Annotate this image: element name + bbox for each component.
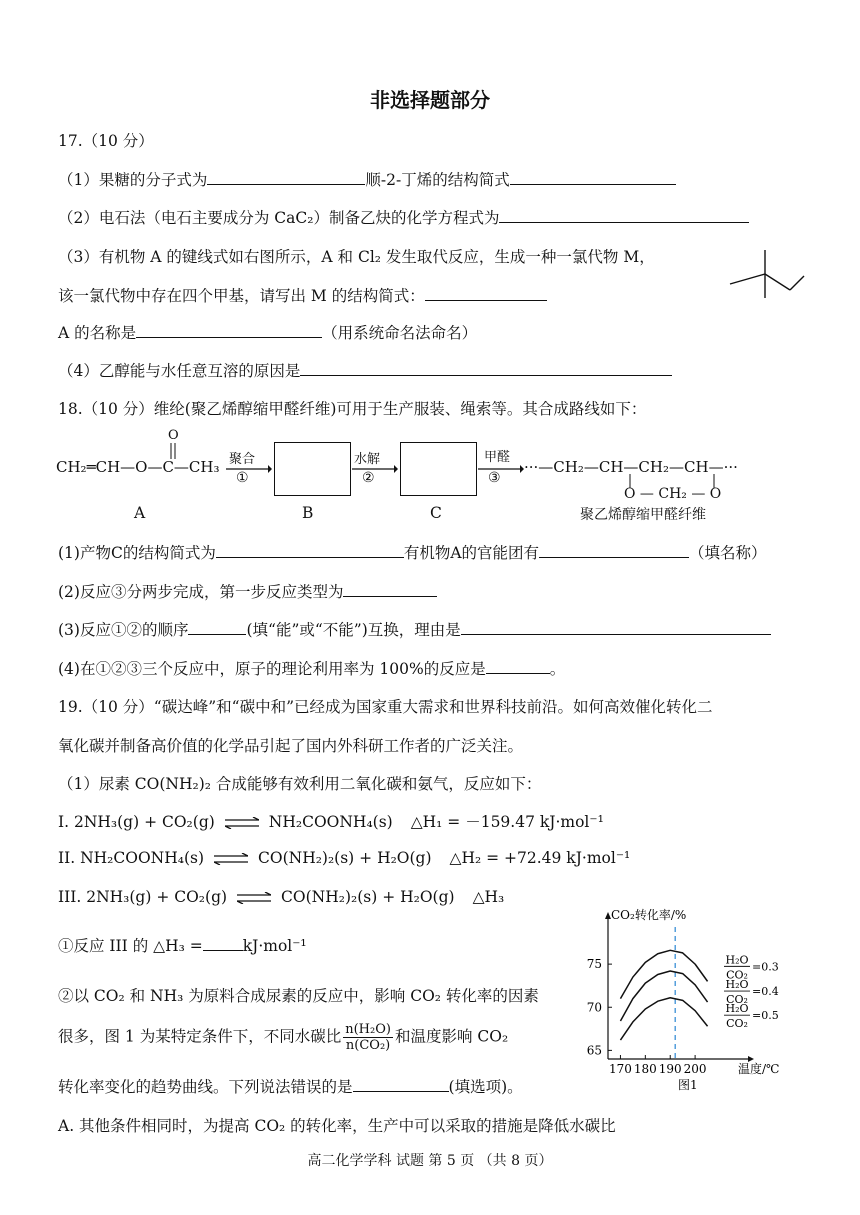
q17-part3b xyxy=(58,284,547,306)
box-c[interactable] xyxy=(400,442,477,496)
q18-part2 xyxy=(58,580,437,602)
co2-conversion-chart xyxy=(580,905,820,1095)
label-a: A xyxy=(134,504,146,522)
q19-header2: 氧化碳并制备高价值的化学品引起了国内外科研工作者的广泛关注。 xyxy=(58,737,524,755)
box-b[interactable] xyxy=(274,442,351,496)
equation-2 xyxy=(58,849,630,867)
legend-ratio: =0.3 xyxy=(752,960,779,974)
q17-p3c: A 的名称是 xyxy=(58,324,137,342)
step3-label: 甲醛 xyxy=(484,450,511,465)
eq1-right: NH₂COONH₄(s) xyxy=(268,813,393,831)
q18-p1b: 有机物A的官能团有 xyxy=(403,544,540,562)
legend-ratio: =0.5 xyxy=(752,1009,779,1023)
q17-p4: （4）乙醇能与水任意互溶的原因是 xyxy=(58,362,301,380)
series-line-3 xyxy=(620,998,707,1040)
label-b: B xyxy=(302,504,314,522)
series-line-2 xyxy=(620,971,707,1021)
q17-p2: （2）电石法（电石主要成分为 CaC₂）制备乙炔的化学方程式为 xyxy=(58,209,500,227)
q17-part3c xyxy=(58,321,477,343)
q19-s2b-line xyxy=(58,1022,508,1053)
q17-part2 xyxy=(58,206,749,228)
skeletal-formula-a xyxy=(720,240,820,310)
answer-blank[interactable] xyxy=(486,657,550,674)
q17-p3b: 该一氯代物中存在四个甲基，请写出 M 的结构简式： xyxy=(58,287,425,305)
label-c: C xyxy=(430,504,442,522)
q19-s2e: (填选项)。 xyxy=(448,1078,523,1096)
q18-p3b: (填“能”或“不能”)互换，理由是 xyxy=(246,621,461,639)
q18-part4 xyxy=(58,657,565,679)
step3-number: ③ xyxy=(488,470,501,486)
y-tick-label: 70 xyxy=(586,1000,602,1015)
y-axis-label: CO₂转化率/% xyxy=(611,908,687,922)
step2-label: 水解 xyxy=(354,452,381,467)
answer-blank[interactable] xyxy=(353,1075,449,1092)
eq3-right: CO(NH₂)₂(s) + H₂O(g) xyxy=(281,888,455,906)
answer-blank[interactable] xyxy=(499,206,749,223)
eq1-left: I. 2NH₃(g) + CO₂(g) xyxy=(58,813,215,831)
answer-blank[interactable] xyxy=(425,284,547,301)
q17-p1b: 顺-2-丁烯的结构简式 xyxy=(365,171,510,189)
eq1-dh: △H₁ = －159.47 kJ·mol⁻¹ xyxy=(410,813,604,831)
x-tick-label: 190 xyxy=(658,1062,682,1076)
q19-header: 19.（10 分）“碳达峰”和“碳中和”已经成为国家重大需求和世界科技前沿。如何高效催化转化二 xyxy=(58,698,713,716)
q17-header: 17.（10 分） xyxy=(58,132,154,150)
q18-p4a: (4)在①②③三个反应中，原子的理论利用率为 100%的反应是 xyxy=(58,660,486,678)
reactant-a: CH₂═CH—O—C—CH₃ xyxy=(56,458,220,476)
answer-blank[interactable] xyxy=(188,618,246,635)
legend-frac-den: CO₂ xyxy=(726,1017,748,1031)
q17-part4 xyxy=(58,359,672,381)
q18-part3 xyxy=(58,618,771,640)
q18-p3a: (3)反应①②的顺序 xyxy=(58,621,189,639)
answer-blank[interactable] xyxy=(539,541,689,558)
answer-blank[interactable] xyxy=(203,934,243,951)
y-tick-label: 75 xyxy=(586,957,602,972)
x-tick-label: 200 xyxy=(683,1062,707,1076)
frac-num: n(H₂O) xyxy=(345,1022,391,1037)
legend-frac-den: CO₂ xyxy=(726,993,748,1007)
page-title: 非选择题部分 xyxy=(370,88,490,112)
legend-frac-num: H₂O xyxy=(725,1002,749,1016)
answer-blank[interactable] xyxy=(510,168,676,185)
legend-ratio: =0.4 xyxy=(752,985,779,999)
q19-s1a: ①反应 III 的 △H₃ = xyxy=(58,937,203,955)
q19-s2c: 和温度影响 CO₂ xyxy=(394,1027,509,1046)
q18-p1c: （填名称） xyxy=(689,544,767,562)
q18-p1a: (1)产物C的结构简式为 xyxy=(58,544,216,562)
legend-frac-num: H₂O xyxy=(725,978,749,992)
equilibrium-arrow-icon xyxy=(225,817,259,829)
q18-p4b: 。 xyxy=(549,660,566,678)
q17-p1a: （1）果糖的分子式为 xyxy=(58,171,208,189)
arrow-icon xyxy=(226,464,272,474)
arrow-icon xyxy=(352,464,398,474)
product-chain: ···—CH₂—CH—CH₂—CH—··· xyxy=(524,458,738,476)
arrow-icon xyxy=(478,464,524,474)
step1-label: 聚合 xyxy=(229,452,256,467)
eq3-left: III. 2NH₃(g) + CO₂(g) xyxy=(58,888,228,906)
q19-option-a: A. 其他条件相同时，为提高 CO₂ 的转化率，生产中可以采取的措施是降低水碳比 xyxy=(58,1117,616,1135)
y-tick-label: 65 xyxy=(586,1043,602,1058)
product-ring: O — CH₂ — O xyxy=(624,486,722,502)
q19-s2d: 转化率变化的趋势曲线。下列说法错误的是 xyxy=(58,1078,353,1096)
legend-frac-num: H₂O xyxy=(725,953,749,967)
q19-s1 xyxy=(58,934,307,956)
q19-s1b: kJ·mol⁻¹ xyxy=(242,937,307,955)
equation-3 xyxy=(58,888,504,906)
q19-s2a: ②以 CO₂ 和 NH₃ 为原料合成尿素的反应中，影响 CO₂ 转化率的因素 xyxy=(58,987,539,1005)
eq3-dh: △H₃ xyxy=(472,888,505,906)
page-footer: 高二化学学科 试题 第 5 页 （共 8 页） xyxy=(307,1153,553,1169)
water-carbon-ratio xyxy=(343,1022,393,1053)
frac-den: n(CO₂) xyxy=(345,1038,391,1053)
step1-number: ① xyxy=(236,470,249,486)
q19-s2b: 很多，图 1 为某特定条件下，不同水碳比 xyxy=(58,1027,342,1046)
q18-header: 18.（10 分）维纶(聚乙烯醇缩甲醛纤维)可用于生产服装、绳索等。其合成路线如下： xyxy=(58,400,647,418)
legend-frac-den: CO₂ xyxy=(726,968,748,982)
q18-p2: (2)反应③分两步完成，第一步反应类型为 xyxy=(58,583,344,601)
answer-blank[interactable] xyxy=(461,618,771,635)
q17-part1 xyxy=(58,168,676,190)
eq2-right: CO(NH₂)₂(s) + H₂O(g) xyxy=(258,849,432,867)
chart-caption: 图1 xyxy=(678,1078,698,1092)
equilibrium-arrow-icon xyxy=(214,853,248,865)
q19-p1: （1）尿素 CO(NH₂)₂ 合成能够有效利用二氧化碳和氨气，反应如下： xyxy=(58,775,542,793)
carbonyl-double-bond xyxy=(169,443,177,459)
answer-blank[interactable] xyxy=(343,580,437,597)
series-line-1 xyxy=(620,950,707,998)
step2-number: ② xyxy=(362,470,375,486)
synthesis-scheme xyxy=(56,428,816,523)
q19-s2d-line xyxy=(58,1075,523,1097)
x-tick-label: 170 xyxy=(608,1062,632,1076)
q18-part1 xyxy=(58,541,767,563)
x-tick-label: 180 xyxy=(633,1062,657,1076)
equation-1 xyxy=(58,810,604,832)
carbonyl-oxygen: O xyxy=(168,428,179,443)
q17-p3a: （3）有机物 A 的键线式如右图所示，A 和 Cl₂ 发生取代反应，生成一种一氯代物 M， xyxy=(58,248,655,266)
eq2-left: II. NH₂COONH₄(s) xyxy=(58,849,205,867)
equilibrium-arrow-icon xyxy=(237,892,271,904)
x-axis-label: 温度/℃ xyxy=(738,1062,780,1076)
answer-blank[interactable] xyxy=(216,541,404,558)
q17-p3d: （用系统命名法命名） xyxy=(322,324,478,342)
product-name: 聚乙烯醇缩甲醛纤维 xyxy=(580,507,706,523)
answer-blank[interactable] xyxy=(207,168,365,185)
answer-blank[interactable] xyxy=(300,359,672,376)
eq2-dh: △H₂ = +72.49 kJ·mol⁻¹ xyxy=(449,849,631,867)
answer-blank[interactable] xyxy=(136,321,322,338)
